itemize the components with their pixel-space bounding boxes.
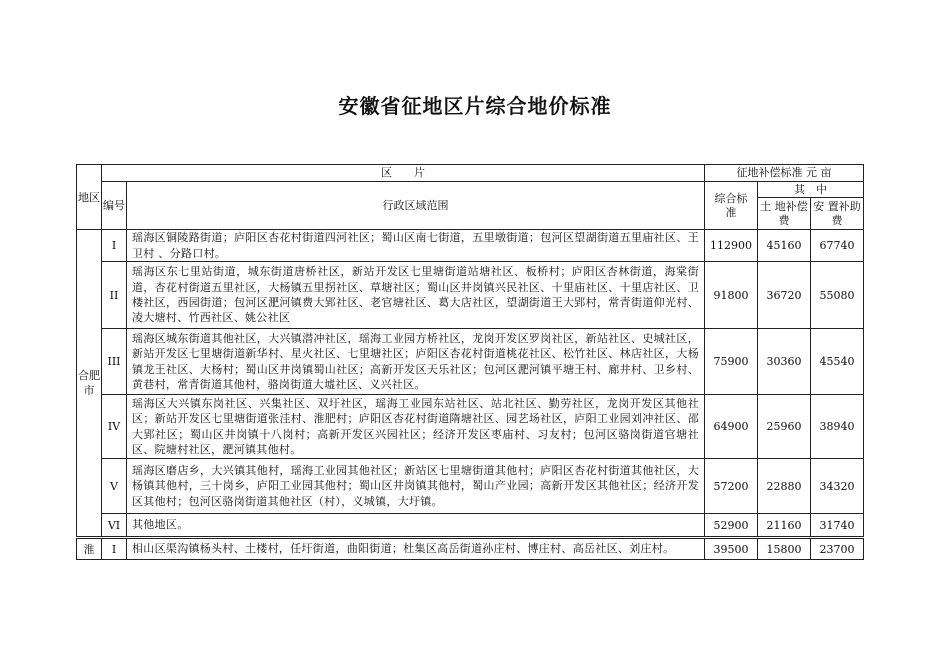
row-scope: 瑶海区铜陵路街道；庐阳区杏花村街道四河社区；蜀山区南七街道，五里墩街道；包河区望湖街道五里庙社区、王卫村 、分路口村。	[127, 230, 705, 262]
row-total: 91800	[705, 262, 758, 329]
row-resettle-fee: 38940	[811, 395, 864, 459]
row-number: I	[102, 538, 127, 560]
table-row	[77, 395, 864, 459]
header-region: 地区	[77, 165, 102, 230]
row-scope: 瑶海区城东街道其他社区，大兴镇潜冲社区，瑶海工业园方桥社区，龙岗开发区罗岗社区，新站社区、史城社区，新站开发区七里塘街道新华村、星火社区、七里塘社区；庐阳区杏花村街道桃花社区、松竹社区、林店社区，大杨镇龙王社区、大杨村；蜀山区井岗镇蜀山社区；高新开发区天乐社区；包河区淝河镇平塘王村、廊井村、卫乡村、黄巷村，常青街道其他村，骆岗街道大墟社区、义兴社区。	[127, 329, 705, 395]
header-area: 区 片	[102, 165, 705, 182]
row-scope: 相山区渠沟镇杨头村、土楼村，任圩街道，曲阳街道；杜集区高岳街道孙庄村、博庄村、高岳社区、刘庄村。	[127, 538, 705, 560]
header-row-2	[77, 182, 864, 198]
row-number: IV	[102, 395, 127, 459]
row-number: III	[102, 329, 127, 395]
row-scope: 其他地区。	[127, 514, 705, 538]
header-among: 其 中	[758, 182, 864, 198]
region-cell: 合肥市	[77, 230, 102, 538]
row-scope: 瑶海区磨店乡，大兴镇其他村，瑶海工业园其他社区；新站区七里塘街道其他村；庐阳区杏花村街道其他社区，大杨镇其他村，三十岗乡，庐阳工业园其他村；蜀山区井岗镇其他村，蜀山产业园；高新开发区其他社区；经济开发区其他村；包河区骆岗街道其他社区（村），义城镇，大圩镇。	[127, 459, 705, 514]
header-comprehensive: 综合标准	[705, 182, 758, 230]
header-admin-scope: 行政区域范围	[127, 182, 705, 230]
header-land-fee: 土 地补偿费	[758, 198, 811, 230]
row-land-fee: 36720	[758, 262, 811, 329]
row-resettle-fee: 34320	[811, 459, 864, 514]
row-total: 112900	[705, 230, 758, 262]
row-total: 75900	[705, 329, 758, 395]
row-total: 52900	[705, 514, 758, 538]
land-price-table	[76, 164, 864, 560]
row-number: I	[102, 230, 127, 262]
row-land-fee: 30360	[758, 329, 811, 395]
row-land-fee: 22880	[758, 459, 811, 514]
row-scope: 瑶海区东七里站街道，城东街道唐桥社区，新站开发区七里塘街道站塘社区、板桥村；庐阳区杏林街道，海棠街道，杏花村街道五里社区，大杨镇五里拐社区、草塘社区；蜀山区井岗镇兴民社区、十里庙社区、十里店社区、卫楼社区，西园街道；包河区淝河镇费大郢社区、老官塘社区、葛大店社区，望湖街道王大郢村，常青街道仰光村、凌大塘村、竹西社区、姚公社区	[127, 262, 705, 329]
row-total: 64900	[705, 395, 758, 459]
header-standard: 征地补偿标准 元 亩	[705, 165, 864, 182]
table-row	[77, 329, 864, 395]
row-scope: 瑶海区大兴镇东岗社区、兴集社区、双圩社区，瑶海工业园东站社区、站北社区、勤劳社区，龙岗开发区其他社区；新站开发区七里塘街道张洼村、淮肥村；庐阳区杏花村街道隋塘社区、园艺场社区，庐阳工业园刘冲社区、邵大郢社区；蜀山区井岗镇十八岗村；高新开发区兴园社区；经济开发区枣庙村、习友村；包河区骆岗街道官塘社区、院塘村社区，淝河镇其他村。	[127, 395, 705, 459]
row-resettle-fee: 55080	[811, 262, 864, 329]
page-title: 安徽省征地区片综合地价标准	[338, 94, 612, 118]
table-row	[77, 538, 864, 560]
row-number: V	[102, 459, 127, 514]
row-land-fee: 45160	[758, 230, 811, 262]
row-resettle-fee: 31740	[811, 514, 864, 538]
header-resettle-fee: 安 置补助费	[811, 198, 864, 230]
table-row	[77, 514, 864, 538]
row-number: II	[102, 262, 127, 329]
row-number: VI	[102, 514, 127, 538]
row-resettle-fee: 67740	[811, 230, 864, 262]
table-row	[77, 262, 864, 329]
row-total: 57200	[705, 459, 758, 514]
region-cell: 淮	[77, 538, 102, 560]
row-land-fee: 25960	[758, 395, 811, 459]
table-row	[77, 230, 864, 262]
table-row	[77, 459, 864, 514]
header-number: 编号	[102, 182, 127, 230]
row-resettle-fee: 23700	[811, 538, 864, 560]
row-land-fee: 15800	[758, 538, 811, 560]
header-row-1	[77, 165, 864, 182]
row-land-fee: 21160	[758, 514, 811, 538]
row-total: 39500	[705, 538, 758, 560]
row-resettle-fee: 45540	[811, 329, 864, 395]
